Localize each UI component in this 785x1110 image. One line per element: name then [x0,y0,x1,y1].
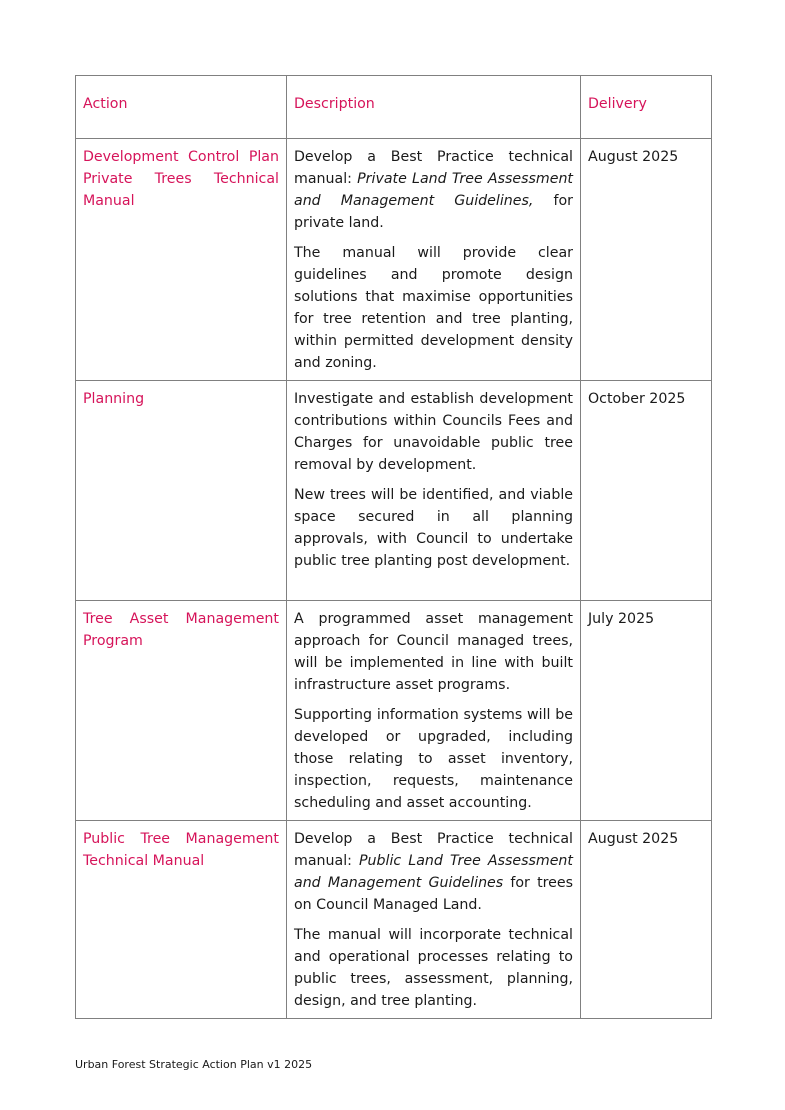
description-paragraph: Investigate and establish development contributions within Councils Fees and Charges for unavoidable public tree removal by development. [294,391,573,473]
row-action: Development Control Plan Private Trees Technical Manual [76,139,287,381]
header-action: Action [76,76,287,139]
description-paragraph: New trees will be identified, and viable space secured in all planning approvals, with Council to undertake public tree planting post development. [294,487,573,569]
header-delivery: Delivery [581,76,712,139]
table-row [76,821,712,1019]
table-row [76,381,712,601]
row-delivery: October 2025 [581,381,712,601]
row-delivery: August 2025 [581,139,712,381]
header-description: Description [287,76,581,139]
row-action: Public Tree Management Technical Manual [76,821,287,1019]
row-description [287,601,581,821]
row-action: Planning [76,381,287,601]
table-row [76,139,712,381]
page-footer: Urban Forest Strategic Action Plan v1 2025 [75,1058,313,1071]
description-paragraph: The manual will provide clear guidelines and promote design solutions that maximise opportunities for tree retention and tree planting, within permitted development density and zoning. [294,245,573,371]
row-description [287,139,581,381]
row-delivery: August 2025 [581,821,712,1019]
row-description [287,381,581,601]
action-plan-table [75,75,712,1019]
table-row [76,601,712,821]
table-header-row [76,76,712,139]
description-paragraph: Supporting information systems will be developed or upgraded, including those relating to asset inventory, inspection, requests, maintenance scheduling and asset accounting. [294,707,573,811]
description-paragraph: The manual will incorporate technical and operational processes relating to public trees, assessment, planning, design, and tree planting. [294,927,573,1009]
row-delivery: July 2025 [581,601,712,821]
row-action: Tree Asset Management Program [76,601,287,821]
row-description [287,821,581,1019]
description-paragraph: Develop a Best Practice technical manual: Private Land Tree Assessment and Management Guidelines, for private land. [294,149,573,231]
description-paragraph: Develop a Best Practice technical manual: Public Land Tree Assessment and Management Guidelines for trees on Council Managed Land. [294,831,573,913]
description-paragraph: A programmed asset management approach for Council managed trees, will be implemented in line with built infrastructure asset programs. [294,611,573,693]
